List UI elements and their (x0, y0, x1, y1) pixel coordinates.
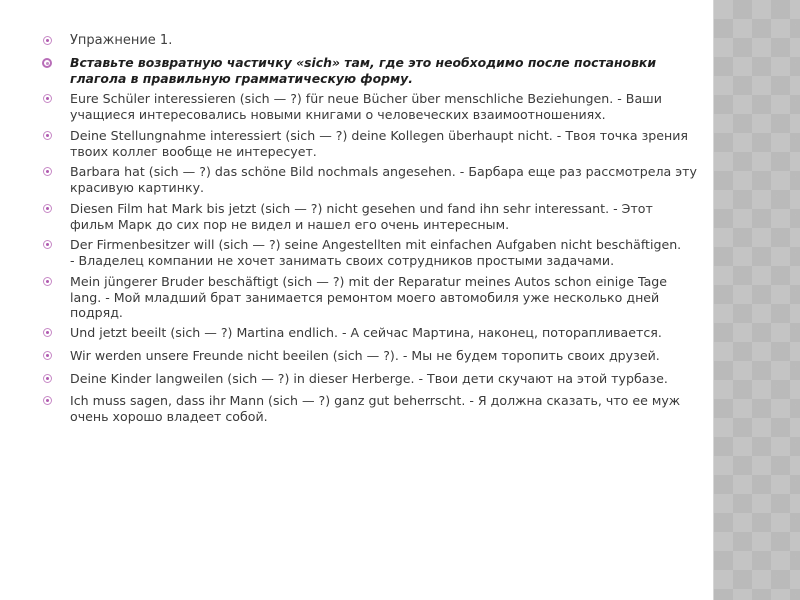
exercise-item (70, 91, 760, 122)
bullet-icon (43, 396, 52, 405)
exercise-line: lang. - Мой младший брат занимается ремонтом моего автомобиля уже несколько дней (70, 289, 660, 305)
exercise-line: Mein jüngerer Bruder beschäftigt (sich — ?) mit der Reparatur meines Autos schon einige Tage (70, 274, 668, 289)
exercise-line: Deine Stellungnahme interessiert (sich — ?) deine Kollegen überhaupt nicht. - Твоя точка зрения (70, 128, 688, 143)
exercise-item (70, 348, 760, 364)
exercise-line: красивую картинку. (70, 179, 205, 195)
instruction-line: глагола в правильную грамматическую форму. (70, 70, 413, 86)
bullet-icon (43, 204, 52, 213)
exercise-line: Deine Kinder langweilen (sich — ?) in dieser Herberge. - Твои дети скучают на этой турбазе. (70, 371, 668, 386)
bullet-icon (43, 328, 52, 337)
bullet-icon (42, 58, 52, 68)
bullet-icon (43, 167, 52, 176)
exercise-line: - Владелец компании не хочет занимать своих сотрудников простыми задачами. (70, 252, 615, 268)
exercise-line: Barbara hat (sich — ?) das schöne Bild nochmals angesehen. - Барбара еще раз рассмотрела эту (70, 164, 697, 179)
exercise-line: твоих коллег вообще не интересует. (70, 143, 317, 159)
heading-text: Упражнение 1. (70, 33, 173, 48)
exercise-heading (70, 33, 760, 49)
exercise-item (70, 164, 760, 195)
bullet-icon (43, 351, 52, 360)
exercise-item (70, 237, 760, 268)
exercise-line: фильм Марк до сих пор не видел и нашел его очень интересным. (70, 216, 510, 232)
exercise-item (70, 371, 760, 387)
bullet-icon (43, 94, 52, 103)
bullet-icon (43, 374, 52, 383)
exercise-item (70, 325, 760, 341)
exercise-item (70, 201, 760, 232)
exercise-line: очень хорошо владеет собой. (70, 408, 268, 424)
exercise-line: Ich muss sagen, dass ihr Mann (sich — ?) ganz gut beherrscht. - Я должна сказать, что ее муж (70, 393, 681, 408)
bullet-icon (43, 36, 52, 45)
bullet-icon (43, 131, 52, 140)
instruction-line: Вставьте возвратную частичку «sich» там, где это необходимо после постановки (70, 55, 656, 70)
exercise-line: Eure Schüler interessieren (sich — ?) für neue Bücher über menschliche Beziehungen. - Ваши (70, 91, 662, 106)
exercise-line: Der Firmenbesitzer will (sich — ?) seine Angestellten mit einfachen Aufgaben nicht beschäftigen. (70, 237, 682, 252)
bullet-icon (43, 277, 52, 286)
exercise-line: подряд. (70, 305, 123, 320)
exercise-line: Diesen Film hat Mark bis jetzt (sich — ?) nicht gesehen und fand ihn sehr interessant. - Этот (70, 201, 653, 216)
exercise-item (70, 393, 760, 424)
exercise-line: учащиеся интересовались новыми книгами о человеческих взаимоотношениях. (70, 106, 606, 122)
exercise-item (70, 274, 760, 321)
bullet-icon (43, 240, 52, 249)
exercise-line: Wir werden unsere Freunde nicht beeilen (sich — ?). - Мы не будем торопить своих друзей. (70, 348, 660, 363)
exercise-item (70, 128, 760, 159)
instruction (70, 55, 760, 86)
exercise-line: Und jetzt beeilt (sich — ?) Martina endlich. - А сейчас Мартина, наконец, поторапливается. (70, 325, 662, 340)
